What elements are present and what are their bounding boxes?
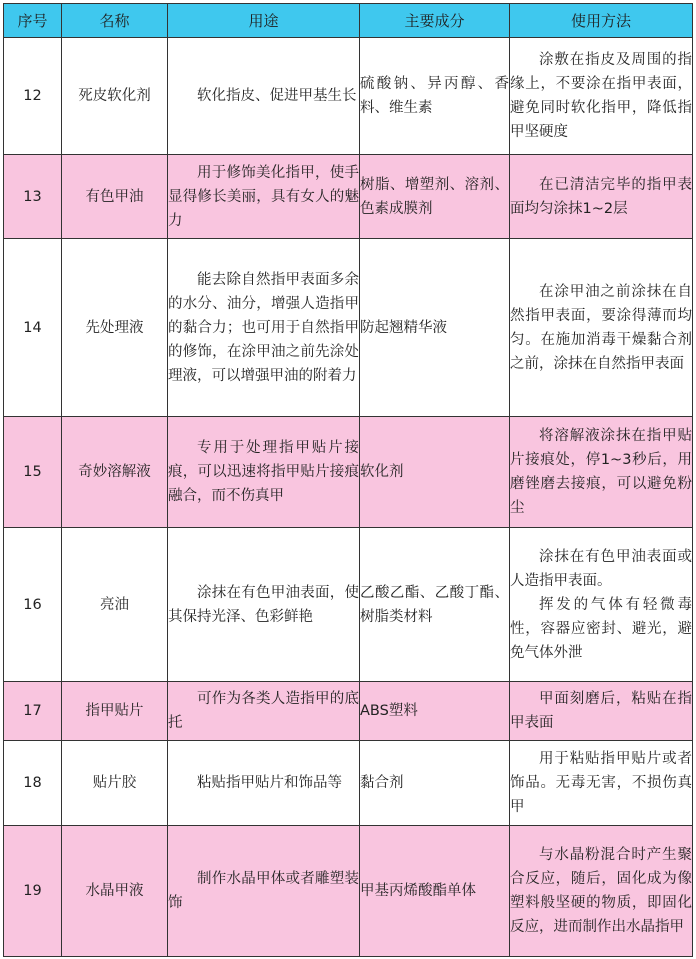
table-row xyxy=(4,239,693,417)
row-method: 在涂甲油之前涂抹在自然指甲表面，要涂得薄而均匀。在施加消毒干燥黏合剂之前，涂抹在自然指甲表面 xyxy=(510,239,693,417)
header-no: 序号 xyxy=(4,4,62,38)
row-no: 18 xyxy=(4,741,62,826)
row-name: 指甲贴片 xyxy=(62,682,168,741)
table-row xyxy=(4,528,693,682)
header-use: 用途 xyxy=(168,4,360,38)
row-no: 17 xyxy=(4,682,62,741)
row-ingredients: 硫酸钠、异丙醇、香料、维生素 xyxy=(360,38,510,155)
header-name: 名称 xyxy=(62,4,168,38)
table-row xyxy=(4,682,693,741)
row-ingredients: 树脂、增塑剂、溶剂、色素成膜剂 xyxy=(360,155,510,239)
row-name: 有色甲油 xyxy=(62,155,168,239)
row-use: 能去除自然指甲表面多余的水分、油分，增强人造指甲的黏合力；也可用于自然指甲的修饰，在涂甲油之前先涂处理液，可以增强甲油的附着力 xyxy=(168,239,360,417)
row-no: 14 xyxy=(4,239,62,417)
table-row xyxy=(4,826,693,957)
header-method: 使用方法 xyxy=(510,4,693,38)
row-ingredients: 防起翘精华液 xyxy=(360,239,510,417)
row-ingredients: 软化剂 xyxy=(360,417,510,528)
row-method-note: 挥发的气体有轻微毒性，容器应密封、避光，避免气体外泄 xyxy=(510,596,692,661)
row-method: 在已清洁完毕的指甲表面均匀涂抹1~2层 xyxy=(510,155,693,239)
row-use: 粘贴指甲贴片和饰品等 xyxy=(168,741,360,826)
header-ingredients: 主要成分 xyxy=(360,4,510,38)
row-ingredients: ABS塑料 xyxy=(360,682,510,741)
row-use: 专用于处理指甲贴片接痕，可以迅速将指甲贴片接痕融合，而不伤真甲 xyxy=(168,417,360,528)
row-method-cell xyxy=(510,528,693,682)
row-use: 涂抹在有色甲油表面，使其保持光泽、色彩鲜艳 xyxy=(168,528,360,682)
table-row xyxy=(4,155,693,239)
row-ingredients: 黏合剂 xyxy=(360,741,510,826)
row-use: 软化指皮、促进甲基生长 xyxy=(168,38,360,155)
row-use: 用于修饰美化指甲，使手显得修长美丽，具有女人的魅力 xyxy=(168,155,360,239)
row-no: 13 xyxy=(4,155,62,239)
row-no: 19 xyxy=(4,826,62,957)
row-method: 与水晶粉混合时产生聚合反应，随后，固化成为像塑料般坚硬的物质，即固化反应，进而制作出水晶指甲 xyxy=(510,826,693,957)
row-ingredients: 乙酸乙酯、乙酸丁酯、树脂类材料 xyxy=(360,528,510,682)
row-method: 将溶解液涂抹在指甲贴片接痕处，停1~3秒后，用磨锉磨去接痕，可以避免粉尘 xyxy=(510,417,693,528)
row-no: 16 xyxy=(4,528,62,682)
table-row xyxy=(4,741,693,826)
row-name: 奇妙溶解液 xyxy=(62,417,168,528)
row-method: 甲面刻磨后，粘贴在指甲表面 xyxy=(510,682,693,741)
row-no: 15 xyxy=(4,417,62,528)
row-name: 死皮软化剂 xyxy=(62,38,168,155)
row-no: 12 xyxy=(4,38,62,155)
row-use: 可作为各类人造指甲的底托 xyxy=(168,682,360,741)
row-method: 涂敷在指皮及周围的指缘上，不要涂在指甲表面，避免同时软化指甲，降低指甲坚硬度 xyxy=(510,38,693,155)
table-row xyxy=(4,417,693,528)
table-row xyxy=(4,38,693,155)
row-method: 涂抹在有色甲油表面或人造指甲表面。 xyxy=(510,548,692,589)
cosmetics-table xyxy=(3,3,693,957)
row-name: 先处理液 xyxy=(62,239,168,417)
row-use: 制作水晶甲体或者雕塑装饰 xyxy=(168,826,360,957)
row-name: 贴片胶 xyxy=(62,741,168,826)
row-ingredients: 甲基丙烯酸酯单体 xyxy=(360,826,510,957)
row-method: 用于粘贴指甲贴片或者饰品。无毒无害，不损伤真甲 xyxy=(510,741,693,826)
table-header-row xyxy=(4,4,693,38)
row-name: 亮油 xyxy=(62,528,168,682)
row-name: 水晶甲液 xyxy=(62,826,168,957)
